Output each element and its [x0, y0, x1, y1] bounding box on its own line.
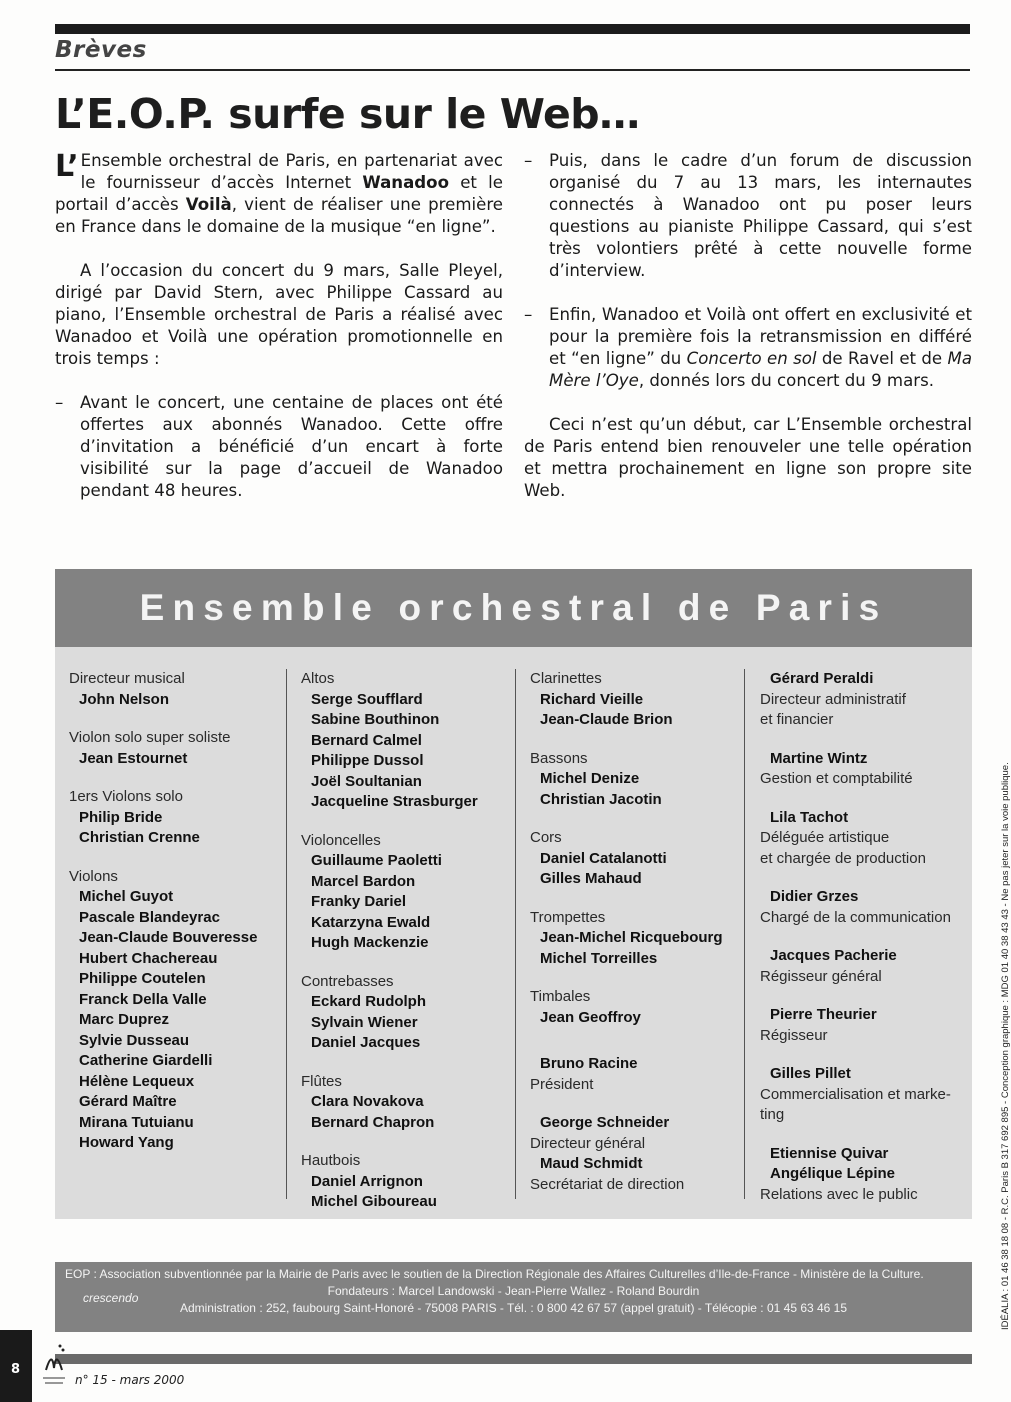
member-name: Bernard Chapron [311, 1113, 435, 1131]
paragraph-step-3 [524, 304, 972, 392]
dash-bullet: – [55, 393, 64, 412]
roster-group [301, 1151, 526, 1213]
member-name: Jean Geoffroy [540, 1008, 641, 1026]
member-name: George Schneider [540, 1114, 670, 1131]
member-name: Richard Vieille [540, 690, 644, 708]
text: Enfin, Wanadoo et Voilà ont offert en exclusivité et pour la première fois la retransmission en différé et “en ligne” du [549, 305, 972, 368]
dash-bullet: – [524, 305, 533, 324]
staff-name: Gilles Pillet [770, 1065, 851, 1082]
work-title: Ma Mère l’Oye [549, 349, 972, 390]
roster-group [530, 669, 755, 731]
roster-title: Ensemble orchestral de Paris [55, 569, 972, 647]
group-label: Contrebasses [301, 972, 394, 990]
staff-entry [760, 669, 965, 731]
paragraph-occasion: A l’occasion du concert du 9 mars, Salle Pleyel, dirigé par David Stern, avec Philippe Cassard au piano, l’Ensemble orchestral de Paris a réalisé avec Wanadoo et Voilà une opération promotionnelle en trois temps : [55, 261, 503, 368]
roster-group [69, 669, 294, 710]
staff-name: Pierre Theurier [770, 1006, 877, 1023]
footer-founders: Fondateurs : Marcel Landowski - Jean-Pierre Wallez - Roland Bourdin [327, 1284, 700, 1298]
member-name: Jean-Michel Ricquebourg [540, 929, 723, 946]
staff-role: Directeur administratif [760, 690, 906, 708]
staff-name: Didier Grzes [770, 888, 859, 905]
column-divider [286, 669, 287, 1199]
paragraph-intro [55, 150, 503, 238]
roster-group [530, 828, 755, 890]
staff-role: Chargé de la communication [760, 908, 951, 926]
role-label: Directeur général [530, 1134, 646, 1152]
member-name: Hugh Mackenzie [311, 934, 429, 951]
footer-address: Administration : 252, faubourg Saint-Honoré - 75008 PARIS - Tél. : 0 800 42 67 57 (appel gratuit) - Télécopie : 01 45 63 46 15 [179, 1301, 848, 1315]
page-number: 8 [11, 1362, 21, 1377]
staff-role: Relations avec le public [760, 1185, 918, 1203]
staff-entry [760, 946, 965, 987]
member-name: Franck Della Valle [79, 990, 207, 1008]
group-label: Clarinettes [530, 670, 602, 687]
staff-entry [760, 808, 965, 870]
roster-group [530, 1054, 755, 1095]
roster-group [530, 987, 755, 1028]
staff-role: ting [760, 1106, 785, 1123]
roster-column-1 [69, 669, 294, 1172]
roster-group [301, 972, 526, 1054]
paragraph-conclusion: Ceci n’est qu’un début, car L’Ensemble orchestral de Paris entend bien renouveler une telle opération et mettra prochainement en ligne son propre site Web. [524, 415, 972, 500]
member-name: Michel Torreilles [540, 949, 658, 967]
member-name: Bruno Racine [540, 1055, 638, 1072]
member-name: Marcel Bardon [311, 872, 416, 890]
member-name: Sabine Bouthinon [311, 711, 440, 728]
group-label: Flûtes [301, 1072, 342, 1090]
group-label: Hautbois [301, 1152, 361, 1169]
member-name: Marc Duprez [79, 1011, 170, 1028]
roster-box [55, 569, 972, 1219]
footer-association: EOP : Association subventionnée par la Mairie de Paris avec le soutien de la Direction Régionale des Affaires Culturelles d’Ile-de-France - Ministère de la Culture. [65, 1267, 924, 1281]
group-label: Cors [530, 829, 562, 846]
voila-bold: Voilà [185, 195, 232, 214]
top-bar [55, 24, 970, 34]
paragraph-step-2 [524, 150, 972, 282]
group-label: Violons [69, 867, 118, 885]
member-name: Maud Schmidt [540, 1155, 643, 1172]
member-name: Sylvie Dusseau [79, 1031, 190, 1049]
member-name: Bernard Calmel [311, 731, 422, 749]
staff-name: Martine Wintz [770, 749, 868, 767]
group-label: Directeur musical [69, 670, 185, 687]
staff-role: Régisseur [760, 1026, 828, 1044]
member-name: Christian Jacotin [540, 790, 662, 808]
member-name: Catherine Giardelli [79, 1052, 213, 1069]
group-label: Violon solo super soliste [69, 729, 231, 746]
member-name: Serge Soufflard [311, 690, 423, 708]
roster-group [69, 867, 294, 1154]
text: de Ravel et de [816, 349, 948, 368]
header-rule [55, 69, 970, 71]
staff-role: Régisseur général [760, 967, 882, 985]
staff-role: Gestion et comptabilité [760, 770, 913, 787]
column-divider [515, 669, 516, 1199]
member-name: Hélène Lequeux [79, 1072, 195, 1090]
staff-role: Déléguée artistique [760, 829, 890, 846]
article-right-column [524, 150, 972, 524]
text: L’Ensemble orchestral de Paris, en partenariat avec le fournisseur d’accès Internet [55, 149, 503, 192]
wanadoo-bold: Wanadoo [362, 173, 449, 192]
staff-name: Lila Tachot [770, 808, 849, 826]
member-name: Sylvain Wiener [311, 1013, 418, 1031]
member-name: Philippe Dussol [311, 752, 424, 769]
member-name: Philippe Coutelen [79, 970, 206, 987]
dash-bullet: – [524, 151, 533, 170]
bottom-bar [55, 1354, 972, 1364]
page-number-tab [0, 1330, 32, 1402]
staff-entry [760, 1005, 965, 1046]
role-label: Secrétariat de direction [530, 1175, 685, 1193]
roster-column-3 [530, 669, 755, 1213]
member-name: Gérard Maître [79, 1093, 177, 1110]
text: , vient de réaliser une première en France dans le domaine de la musique “en ligne”. [55, 195, 503, 236]
member-name: Jean Estournet [79, 749, 188, 767]
member-name: Michel Guyot [79, 888, 174, 905]
section-title: Brèves [55, 37, 147, 63]
text: Avant le concert, une centaine de places ont été offertes aux abonnés Wanadoo. Cette offre d’invitation a bénéficié d’un encart à forte visibilité sur la page d’accueil de Wanadoo pendant 48 heures. [80, 393, 503, 500]
article-left-column [55, 150, 503, 524]
headline: L’E.O.P. surfe sur le Web… [55, 90, 640, 138]
group-label: 1ers Violons solo [69, 788, 183, 805]
roster-group [530, 908, 755, 970]
group-label: Trompettes [530, 908, 606, 926]
staff-name: Angélique Lépine [770, 1165, 896, 1182]
member-name: Mirana Tutuianu [79, 1113, 194, 1131]
text: Puis, dans le cadre d’un forum de discussion organisé du 7 au 13 mars, les internautes connectés à Wanadoo ont pu poser leurs questions au pianiste Philippe Cassard, qui s’est très volontiers prêté à cette nouvelle forme d’interview. [549, 151, 972, 280]
member-name: Michel Giboureau [311, 1193, 437, 1210]
issue-label: n° 15 - mars 2000 [75, 1373, 185, 1387]
staff-entry [760, 749, 965, 790]
member-name: Katarzyna Ewald [311, 913, 431, 931]
member-name: Joël Soultanian [311, 772, 422, 790]
staff-entry [760, 887, 965, 928]
member-name: Gilles Mahaud [540, 870, 642, 887]
roster-column-4 [760, 669, 965, 1223]
member-name: Michel Denize [540, 770, 640, 787]
member-name: Daniel Catalanotti [540, 849, 667, 867]
roster-group [530, 1113, 755, 1195]
roster-column-2 [301, 669, 526, 1231]
roster-group [301, 831, 526, 954]
member-name: John Nelson [79, 690, 170, 708]
group-label: Timbales [530, 988, 591, 1005]
orchestra-logo-icon [40, 1340, 68, 1388]
roster-group [301, 1072, 526, 1134]
text: et le portail d’accès [55, 173, 503, 214]
staff-entry [760, 1144, 965, 1206]
staff-entry [760, 1064, 965, 1126]
staff-role: et chargée de production [760, 849, 926, 867]
member-name: Howard Yang [79, 1134, 174, 1151]
member-name: Jean-Claude Bouveresse [79, 929, 258, 946]
staff-role: Commercialisation et marke- [760, 1085, 951, 1103]
member-name: Guillaume Paoletti [311, 852, 442, 869]
member-name: Franky Dariel [311, 893, 407, 910]
member-name: Daniel Arrignon [311, 1172, 423, 1190]
crescendo-logo: crescendo [83, 1291, 139, 1305]
group-label: Altos [301, 670, 335, 687]
staff-name: Etiennise Quivar [770, 1144, 889, 1162]
paragraph-step-1 [55, 392, 503, 502]
member-name: Daniel Jacques [311, 1034, 421, 1051]
roster-group [69, 728, 294, 769]
group-label: Bassons [530, 749, 588, 767]
role-label: Président [530, 1075, 594, 1093]
member-name: Pascale Blandeyrac [79, 908, 220, 926]
member-name: Hubert Chachereau [79, 949, 218, 967]
member-name: Christian Crenne [79, 829, 200, 846]
staff-name: Jacques Pacherie [770, 947, 897, 964]
text: , donnés lors du concert du 9 mars. [638, 371, 934, 390]
roster-group [530, 749, 755, 811]
member-name: Clara Novakova [311, 1093, 424, 1110]
work-title: Concerto en sol [686, 349, 817, 368]
member-name: Eckard Rudolph [311, 993, 427, 1010]
roster-group [301, 669, 526, 813]
member-name: Philip Bride [79, 808, 163, 826]
staff-role: et financier [760, 711, 834, 728]
footer-band [55, 1262, 972, 1332]
group-label: Violoncelles [301, 831, 381, 849]
side-credit: IDÉALIA : 01 46 38 18 08 - R.C. Paris B 317 692 895 - Conception graphique : MDG 01 40 38 43 43 - Ne pas jeter sur la voie publique. [1000, 762, 1011, 1330]
member-name: Jean-Claude Brion [540, 711, 673, 728]
column-divider [744, 669, 745, 1199]
staff-name: Gérard Peraldi [770, 670, 874, 687]
roster-group [69, 787, 294, 849]
member-name: Jacqueline Strasburger [311, 793, 478, 810]
